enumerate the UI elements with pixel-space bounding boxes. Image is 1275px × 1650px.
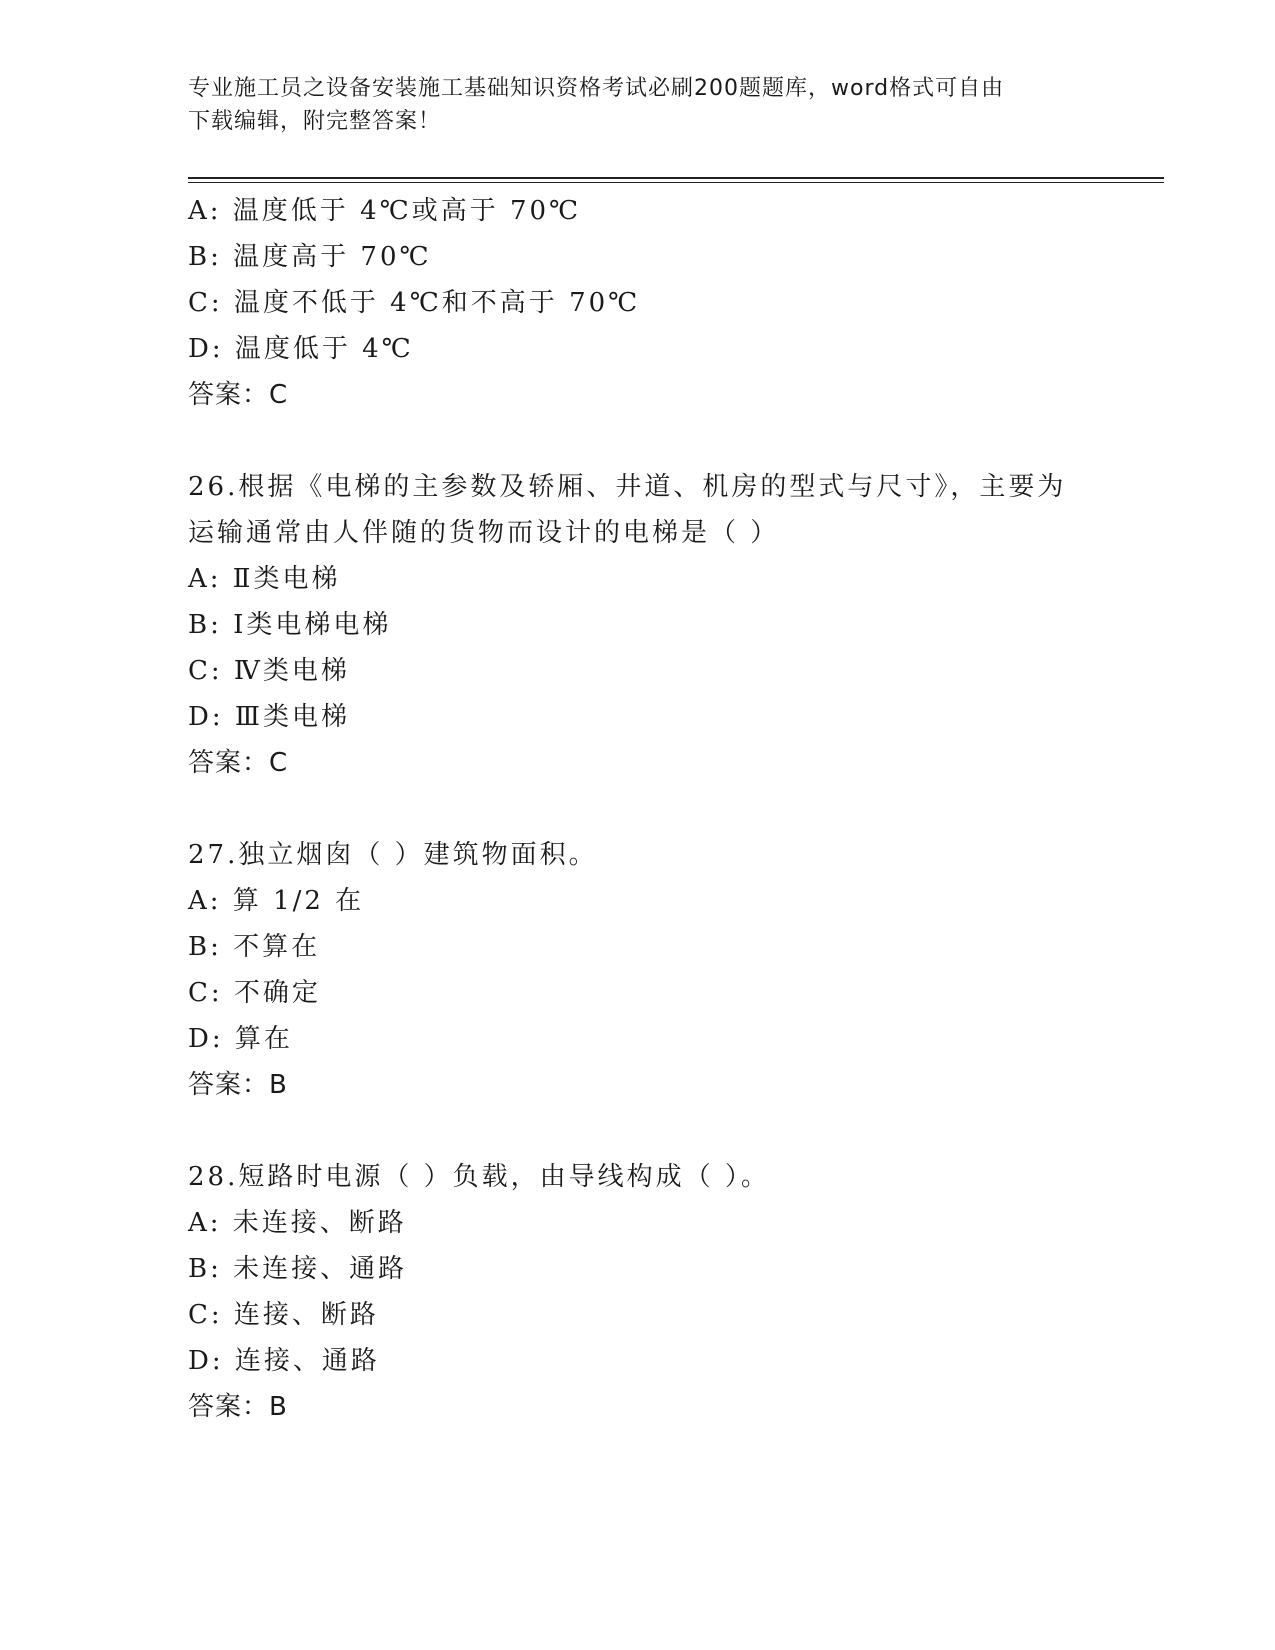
question-27 [188, 832, 1088, 1108]
option-a: A: 未连接、断路 [188, 1208, 407, 1238]
option-a: A: Ⅱ类电梯 [188, 564, 341, 594]
option-d: D: 算在 [188, 1024, 293, 1054]
option-d: D: 连接、通路 [188, 1346, 380, 1376]
option-d: D: 温度低于 4℃ [188, 334, 414, 364]
option-a: A: 温度低于 4℃或高于 70℃ [188, 196, 582, 226]
question-stem: 26.根据《电梯的主参数及轿厢、井道、机房的型式与尺寸》，主要为 [188, 472, 1067, 502]
answer: 答案：C [188, 380, 289, 410]
question-stem-continued: 运输通常由人伴随的货物而设计的电梯是（ ） [188, 518, 780, 548]
option-d: D: Ⅲ类电梯 [188, 702, 350, 732]
header-line-2: 下载编辑，附完整答案！ [188, 109, 442, 134]
question-stem: 27.独立烟囱（ ）建筑物面积。 [188, 840, 598, 870]
answer: 答案：C [188, 748, 289, 778]
option-a: A: 算 1/2 在 [188, 886, 365, 916]
option-b: B: 温度高于 70℃ [188, 242, 432, 272]
answer: 答案：B [188, 1070, 288, 1100]
option-c: C: Ⅳ类电梯 [188, 656, 350, 686]
option-c: C: 连接、断路 [188, 1300, 379, 1330]
option-b: B: Ⅰ类电梯电梯 [188, 610, 392, 640]
header-line-1: 专业施工员之设备安装施工基础知识资格考试必刷200题题库，word格式可自由 [188, 76, 1005, 101]
question-25 [188, 188, 1088, 418]
option-c: C: 温度不低于 4℃和不高于 70℃ [188, 288, 641, 318]
question-stem: 28.短路时电源（ ）负载，由导线构成（ ）。 [188, 1162, 770, 1192]
question-28 [188, 1154, 1088, 1430]
question-26 [188, 464, 1088, 786]
option-b: B: 未连接、通路 [188, 1254, 408, 1284]
document-header [188, 72, 1088, 138]
answer: 答案：B [188, 1392, 288, 1422]
option-b: B: 不算在 [188, 932, 321, 962]
header-rule-thin [188, 182, 1164, 183]
header-rule-thick [188, 177, 1164, 179]
option-c: C: 不确定 [188, 978, 321, 1008]
question-list [188, 188, 1088, 1476]
